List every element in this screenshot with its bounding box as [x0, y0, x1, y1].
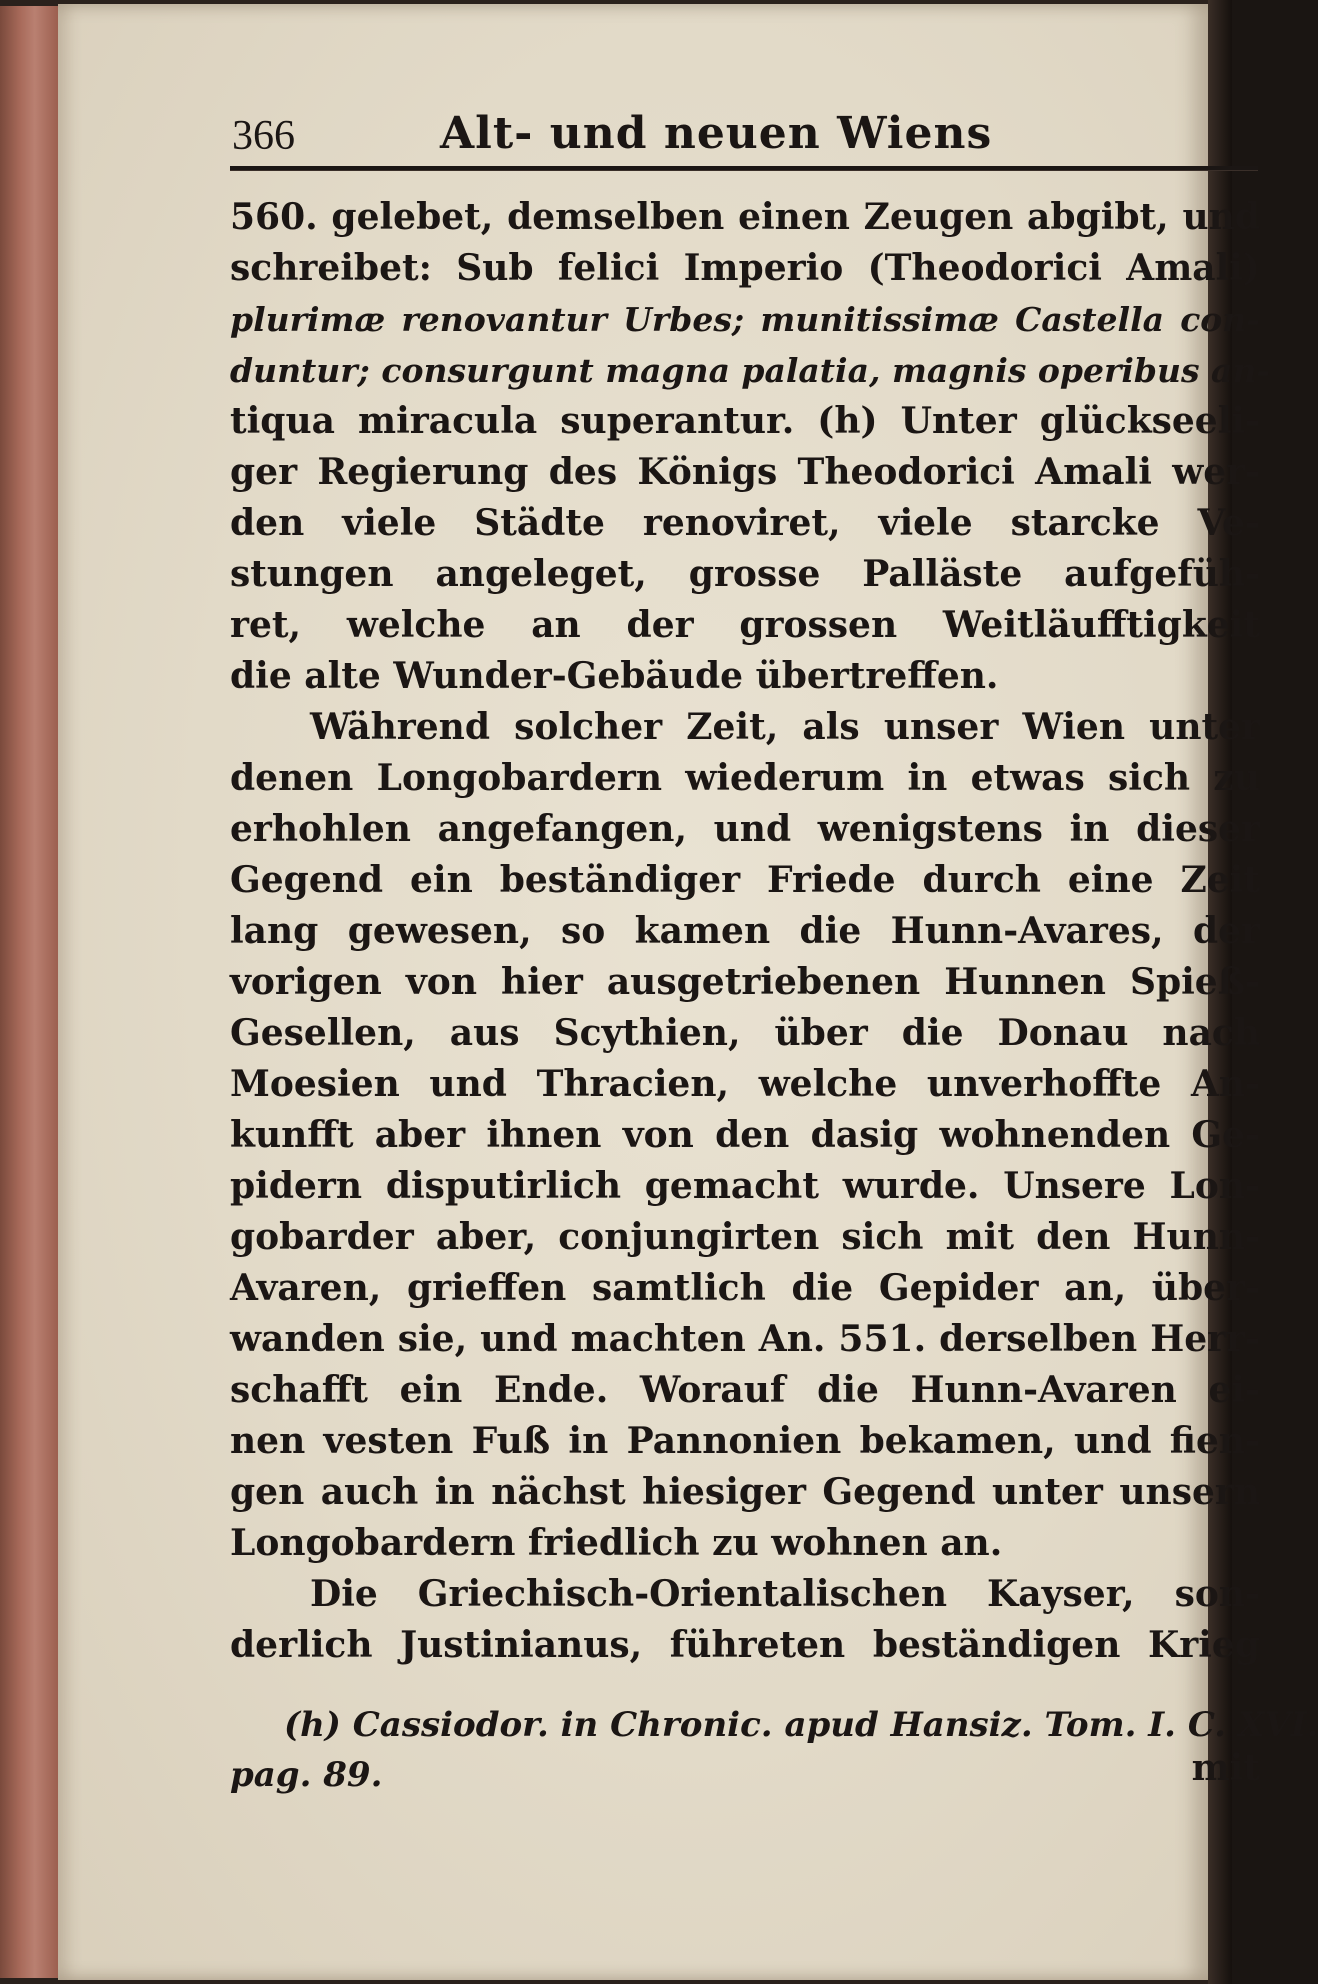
running-title: Alt- und neuen Wiens [440, 108, 993, 159]
text-line: pidern disputirlich gemacht wurde. Unsere Lon- [230, 1165, 1260, 1207]
text-line: gobarder aber, conjungirten sich mit den Hunn- [230, 1216, 1260, 1258]
text-line: nen vesten Fuß in Pannonien bekamen, und fien- [230, 1420, 1260, 1462]
text-line: gen auch in nächst hiesiger Gegend unter unsern [230, 1471, 1260, 1513]
page-edge [0, 6, 60, 1978]
text-line: duntur; consurgunt magna palatia, magnis operibus an- [230, 351, 1271, 390]
text-line: den viele Städte renoviret, viele starcke Ve- [230, 502, 1260, 544]
page-header [170, 100, 1215, 164]
page-content [170, 100, 1318, 1795]
text-line: schafft ein Ende. Worauf die Hunn-Avaren ei- [230, 1369, 1260, 1411]
text-line: wanden sie, und machten An. 551. derselben Herr- [230, 1318, 1260, 1360]
page-number: 366 [232, 113, 295, 159]
text-line: 560. gelebet, demselben einen Zeugen abgibt, und [230, 196, 1260, 238]
text-line: stungen angeleget, grosse Palläste aufgefüh- [230, 553, 1260, 595]
text-line: Moesien und Thracien, welche unverhoffte An- [230, 1063, 1260, 1105]
text-line: schreibet: Sub felici Imperio (Theodorici Amali) [230, 247, 1260, 289]
text-line: kunfft aber ihnen von den dasig wohnenden Ge- [230, 1114, 1260, 1156]
text-line: plurimæ renovantur Urbes; munitissimæ Castella con- [230, 300, 1260, 339]
text-line: erhohlen angefangen, und wenigstens in dieser [230, 808, 1260, 850]
footnote-line: pag. 89. [230, 1755, 383, 1795]
text-line: die alte Wunder-Gebäude übertreffen. [230, 655, 999, 697]
footnote-line: (h) Cassiodor. in Chronic. apud Hansiz. Tom. I. C. XVI. [284, 1705, 1318, 1745]
text-line: ret, welche an der grossen Weitläufftigkeit [230, 604, 1260, 646]
text-line: tiqua miracula superantur. (h) Unter glückseeli- [230, 400, 1260, 442]
footnote [230, 1700, 1318, 1800]
text-line: Die Griechisch-Orientalischen Kayser, son- [310, 1573, 1260, 1615]
text-line: ger Regierung des Königs Theodorici Amali wer- [230, 451, 1260, 493]
text-line: Gesellen, aus Scythien, über die Donau nach [230, 1012, 1260, 1054]
text-line: derlich Justinianus, führeten beständigen Krieg [230, 1624, 1260, 1666]
header-rule [230, 166, 1258, 171]
text-line: vorigen von hier ausgetriebenen Hunnen Spieß- [230, 961, 1260, 1003]
text-line: denen Longobardern wiederum in etwas sich zu [230, 757, 1260, 799]
text-line: Während solcher Zeit, als unser Wien unter [310, 706, 1260, 748]
text-line: Avaren, grieffen samtlich die Gepider an, über- [230, 1267, 1260, 1309]
catchword: mit [1191, 1747, 1260, 1789]
text-line: lang gewesen, so kamen die Hunn-Avares, der [230, 910, 1260, 952]
text-line: Gegend ein beständiger Friede durch eine Zeit [230, 859, 1260, 901]
text-line: Longobardern friedlich zu wohnen an. [230, 1522, 1003, 1564]
